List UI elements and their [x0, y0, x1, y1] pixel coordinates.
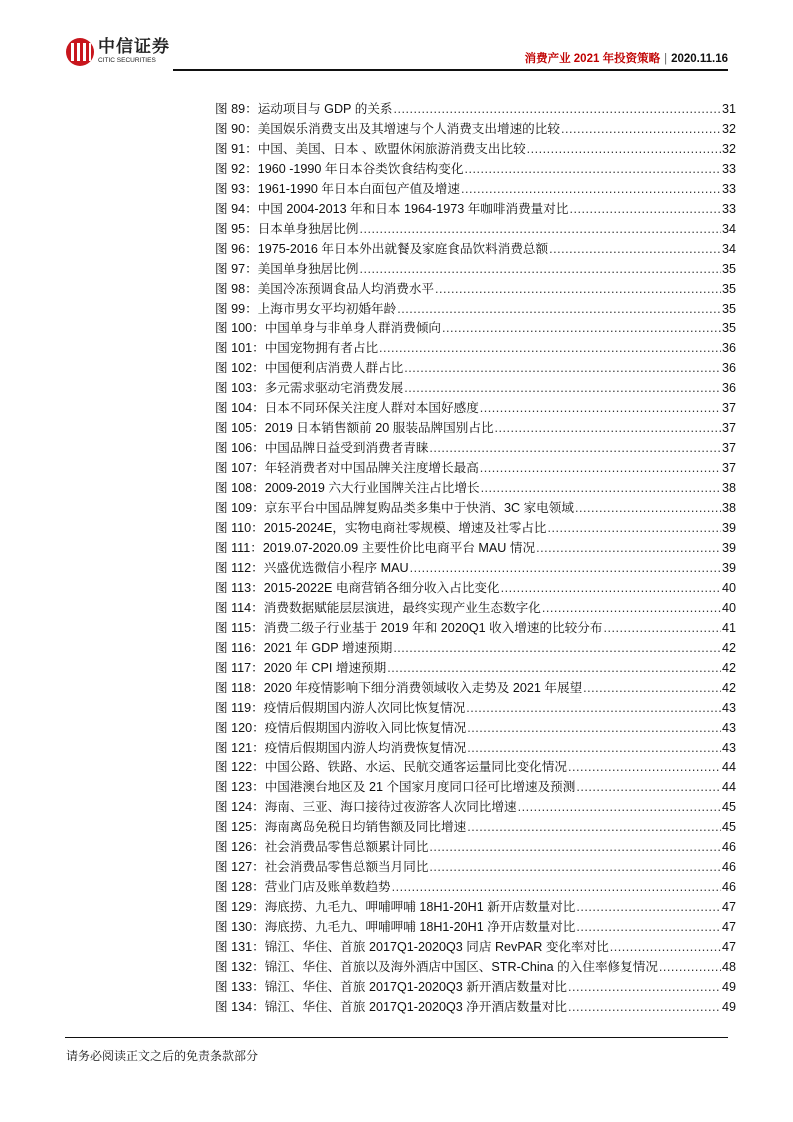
- toc-entry-label: 图 121：疫情后假期国内游人均消费恢复情况: [215, 740, 467, 755]
- toc-dot-leader: [610, 940, 721, 954]
- toc-dot-leader: [467, 741, 721, 755]
- toc-entry[interactable]: [215, 756, 736, 776]
- toc-dot-leader: [568, 980, 721, 994]
- toc-dot-leader: [547, 521, 721, 535]
- toc-entry[interactable]: [215, 98, 736, 118]
- toc-entry-label: 图 109：京东平台中国品牌复购品类多集中于快消、3C 家电领域: [215, 501, 574, 516]
- toc-dot-leader: [549, 242, 721, 256]
- toc-entry-page: 31: [721, 102, 736, 116]
- toc-entry-label: 图 114：消费数据赋能层层演进，最终实现产业生态数字化: [215, 600, 541, 615]
- toc-entry[interactable]: [215, 717, 736, 737]
- toc-entry-label: 图 130：海底捞、九毛九、呷哺呷哺 18H1-20H1 净开店数量对比: [215, 920, 576, 935]
- toc-entry[interactable]: [215, 198, 736, 218]
- toc-entry-label: 图 131：锦江、华住、首旅 2017Q1-2020Q3 同店 RevPAR 变化率对比: [215, 940, 609, 955]
- toc-entry-label: 图 95：日本单身独居比例: [215, 221, 359, 236]
- toc-entry-label: 图 110：2015-2024E，实物电商社零规模、增速及社零占比: [215, 521, 547, 536]
- toc-dot-leader: [359, 262, 721, 276]
- toc-dot-leader: [435, 282, 721, 296]
- toc-entry-page: 43: [721, 740, 736, 755]
- toc-entry-page: 34: [721, 221, 736, 236]
- toc-entry-page: 40: [721, 600, 736, 615]
- toc-entry[interactable]: [215, 158, 736, 178]
- toc-entry[interactable]: [215, 637, 736, 657]
- toc-entry[interactable]: [215, 317, 736, 337]
- company-logo: [66, 38, 170, 66]
- toc-dot-leader: [480, 461, 721, 475]
- toc-entry-label: 图 127：社会消费品零售总额当月同比: [215, 860, 429, 875]
- toc-entry[interactable]: [215, 258, 736, 278]
- toc-dot-leader: [495, 421, 721, 435]
- toc-entry-label: 图 120：疫情后假期国内游收入同比恢复情况: [215, 720, 467, 735]
- toc-entry-page: 48: [721, 959, 736, 974]
- toc-dot-leader: [527, 142, 721, 156]
- toc-dot-leader: [467, 721, 721, 735]
- report-date: 2020.11.16: [671, 53, 728, 65]
- toc-entry-label: 图 123：中国港澳台地区及 21 个国家月度同口径可比增速及预测: [215, 780, 576, 795]
- toc-entry-page: 36: [721, 341, 736, 356]
- toc-entry-page: 49: [721, 979, 736, 994]
- toc-entry-label: 图 124：海南、三亚、海口接待过夜游客人次同比增速: [215, 800, 517, 815]
- toc-dot-leader: [393, 641, 721, 655]
- toc-dot-leader: [568, 760, 721, 774]
- toc-entry-label: 图 134：锦江、华住、首旅 2017Q1-2020Q3 净开酒店数量对比: [215, 999, 568, 1014]
- toc-entry-label: 图 125：海南离岛免税日均销售额及同比增速: [215, 820, 467, 835]
- footer-divider: [65, 1037, 728, 1038]
- toc-entry[interactable]: [215, 657, 736, 677]
- toc-entry-page: 35: [721, 321, 736, 336]
- toc-entry-label: 图 94：中国 2004-2013 年和日本 1964-1973 年咖啡消费量对比: [215, 201, 569, 216]
- toc-entry[interactable]: [215, 677, 736, 697]
- toc-entry-page: 32: [721, 121, 736, 136]
- toc-entry[interactable]: [215, 298, 736, 318]
- toc-dot-leader: [568, 1000, 721, 1014]
- toc-entry-label: 图 104：日本不同环保关注度人群对本国好感度: [215, 401, 479, 416]
- toc-dot-leader: [461, 182, 721, 196]
- toc-dot-leader: [359, 222, 721, 236]
- toc-dot-leader: [576, 780, 721, 794]
- toc-entry-label: 图 132：锦江、华住、首旅以及海外酒店中国区、STR-China 的入住率修复情况: [215, 959, 658, 974]
- toc-entry-label: 图 119：疫情后假期国内游人次同比恢复情况: [215, 700, 466, 715]
- toc-entry-label: 图 115：消费二级子行业基于 2019 年和 2020Q1 收入增速的比较分布: [215, 620, 603, 635]
- toc-dot-leader: [576, 900, 721, 914]
- toc-entry[interactable]: [215, 417, 736, 437]
- toc-entry-page: 38: [721, 501, 736, 516]
- toc-entry[interactable]: [215, 178, 736, 198]
- toc-entry-page: 49: [721, 999, 736, 1014]
- title-separator: |: [664, 53, 668, 65]
- toc-entry[interactable]: [215, 896, 736, 916]
- toc-entry-label: 图 100：中国单身与非单身人群消费倾向: [215, 321, 442, 336]
- toc-entry-page: 35: [721, 261, 736, 276]
- toc-dot-leader: [501, 581, 721, 595]
- toc-entry-page: 47: [721, 920, 736, 935]
- toc-entry[interactable]: [215, 996, 736, 1016]
- toc-entry[interactable]: [215, 776, 736, 796]
- toc-entry-label: 图 103：多元需求驱动宅消费发展: [215, 381, 404, 396]
- toc-dot-leader: [561, 122, 721, 136]
- toc-entry-page: 41: [721, 620, 736, 635]
- toc-entry-page: 43: [721, 700, 736, 715]
- toc-entry[interactable]: [215, 477, 736, 497]
- toc-entry-label: 图 107：年轻消费者对中国品牌关注度增长最高: [215, 461, 479, 476]
- toc-entry-label: 图 97：美国单身独居比例: [215, 261, 359, 276]
- toc-entry[interactable]: [215, 218, 736, 238]
- toc-entry-page: 39: [721, 560, 736, 575]
- toc-entry-page: 34: [721, 241, 736, 256]
- citic-logo-icon: [66, 38, 94, 66]
- toc-entry-label: 图 111：2019.07-2020.09 主要性价比电商平台 MAU 情况: [215, 540, 536, 555]
- toc-entry[interactable]: [215, 737, 736, 757]
- toc-entry-page: 39: [721, 521, 736, 536]
- toc-dot-leader: [379, 341, 721, 355]
- toc-entry[interactable]: [215, 437, 736, 457]
- toc-entry-page: 44: [721, 760, 736, 775]
- toc-dot-leader: [410, 561, 721, 575]
- toc-entry[interactable]: [215, 836, 736, 856]
- toc-dot-leader: [429, 860, 721, 874]
- toc-entry[interactable]: [215, 238, 736, 258]
- toc-entry-page: 32: [721, 141, 736, 156]
- toc-dot-leader: [392, 880, 721, 894]
- toc-entry[interactable]: [215, 816, 736, 836]
- toc-entry-label: 图 126：社会消费品零售总额累计同比: [215, 840, 429, 855]
- toc-entry-page: 37: [721, 441, 736, 456]
- toc-entry-label: 图 99：上海市男女平均初婚年龄: [215, 301, 397, 316]
- figure-table-of-contents: [215, 98, 736, 1016]
- toc-dot-leader: [464, 162, 721, 176]
- toc-entry-label: 图 128：营业门店及账单数趋势: [215, 880, 391, 895]
- logo-english-name: CITIC SECURITIES: [98, 57, 156, 65]
- toc-entry-label: 图 108：2009-2019 六大行业国牌关注占比增长: [215, 481, 480, 496]
- toc-entry-page: 45: [721, 820, 736, 835]
- toc-entry-page: 35: [721, 281, 736, 296]
- toc-entry-page: 39: [721, 540, 736, 555]
- toc-entry[interactable]: [215, 357, 736, 377]
- toc-dot-leader: [480, 401, 721, 415]
- toc-entry-page: 33: [721, 181, 736, 196]
- toc-entry[interactable]: [215, 537, 736, 557]
- toc-entry[interactable]: [215, 278, 736, 298]
- toc-dot-leader: [583, 681, 721, 695]
- toc-dot-leader: [536, 541, 721, 555]
- toc-dot-leader: [397, 302, 721, 316]
- toc-dot-leader: [603, 621, 721, 635]
- toc-entry-label: 图 98：美国冷冻预调食品人均消费水平: [215, 281, 435, 296]
- logo-chinese-name: 中信证券: [98, 37, 170, 58]
- toc-entry-label: 图 102：中国便利店消费人群占比: [215, 361, 404, 376]
- toc-entry-page: 45: [721, 800, 736, 815]
- toc-dot-leader: [542, 601, 721, 615]
- toc-dot-leader: [466, 701, 721, 715]
- header-divider: [173, 69, 728, 71]
- report-title: [525, 50, 728, 66]
- toc-dot-leader: [659, 960, 721, 974]
- toc-dot-leader: [387, 661, 721, 675]
- toc-entry-label: 图 96：1975-2016 年日本外出就餐及家庭食品饮料消费总额: [215, 241, 549, 256]
- toc-entry-page: 37: [721, 421, 736, 436]
- toc-entry[interactable]: [215, 876, 736, 896]
- toc-entry-page: 35: [721, 301, 736, 316]
- report-title-part: 年投资策略: [602, 53, 661, 65]
- toc-entry[interactable]: [215, 916, 736, 936]
- toc-entry-label: 图 91：中国、美国、日本 、欧盟休闲旅游消费支出比较: [215, 141, 526, 156]
- toc-entry-label: 图 93：1961-1990 年日本白面包产值及增速: [215, 181, 460, 196]
- toc-entry-page: 46: [721, 860, 736, 875]
- toc-dot-leader: [429, 441, 721, 455]
- toc-entry-label: 图 101：中国宠物拥有者占比: [215, 341, 379, 356]
- toc-entry[interactable]: [215, 856, 736, 876]
- toc-entry-page: 46: [721, 880, 736, 895]
- toc-entry-page: 33: [721, 161, 736, 176]
- toc-entry-label: 图 113：2015-2022E 电商营销各细分收入占比变化: [215, 580, 500, 595]
- toc-entry-page: 36: [721, 361, 736, 376]
- toc-entry-page: 42: [721, 680, 736, 695]
- report-title-part: 消费产业: [524, 53, 571, 65]
- toc-entry-page: 38: [721, 481, 736, 496]
- toc-entry[interactable]: [215, 337, 736, 357]
- toc-entry-label: 图 129：海底捞、九毛九、呷哺呷哺 18H1-20H1 新开店数量对比: [215, 900, 576, 915]
- toc-entry-page: 44: [721, 780, 736, 795]
- toc-dot-leader: [404, 381, 721, 395]
- toc-entry[interactable]: [215, 497, 736, 517]
- toc-dot-leader: [576, 920, 721, 934]
- footer-disclaimer: 请务必阅读正文之后的免责条款部分: [66, 1049, 259, 1063]
- toc-entry-label: 图 106：中国品牌日益受到消费者青睐: [215, 441, 429, 456]
- toc-dot-leader: [442, 321, 721, 335]
- toc-entry[interactable]: [215, 697, 736, 717]
- toc-entry-page: 46: [721, 840, 736, 855]
- toc-entry-label: 图 117：2020 年 CPI 增速预期: [215, 660, 387, 675]
- toc-entry-page: 33: [721, 201, 736, 216]
- toc-entry[interactable]: [215, 397, 736, 417]
- toc-dot-leader: [569, 202, 721, 216]
- toc-entry-label: 图 122：中国公路、铁路、水运、民航交通客运量同比变化情况: [215, 760, 567, 775]
- toc-entry-label: 图 116：2021 年 GDP 增速预期: [215, 640, 393, 655]
- toc-entry-page: 42: [721, 640, 736, 655]
- toc-entry[interactable]: [215, 796, 736, 816]
- toc-entry[interactable]: [215, 457, 736, 477]
- toc-dot-leader: [394, 102, 721, 116]
- toc-entry-label: 图 105：2019 日本销售额前 20 服装品牌国别占比: [215, 421, 494, 436]
- toc-entry-page: 43: [721, 720, 736, 735]
- toc-entry-label: 图 92：1960 -1990 年日本谷类饮食结构变化: [215, 161, 464, 176]
- toc-entry[interactable]: [215, 577, 736, 597]
- toc-entry-label: 图 89：运动项目与 GDP 的关系: [215, 102, 393, 116]
- toc-entry[interactable]: [215, 557, 736, 577]
- toc-entry-page: 47: [721, 900, 736, 915]
- toc-dot-leader: [575, 501, 721, 515]
- toc-dot-leader: [518, 800, 721, 814]
- toc-entry-page: 40: [721, 580, 736, 595]
- report-title-year: 2021: [573, 53, 600, 65]
- toc-dot-leader: [467, 820, 721, 834]
- toc-entry[interactable]: [215, 956, 736, 976]
- toc-dot-leader: [404, 361, 721, 375]
- toc-entry[interactable]: [215, 118, 736, 138]
- toc-entry-page: 47: [721, 940, 736, 955]
- toc-entry[interactable]: [215, 617, 736, 637]
- toc-entry[interactable]: [215, 597, 736, 617]
- toc-entry[interactable]: [215, 138, 736, 158]
- toc-dot-leader: [481, 481, 721, 495]
- toc-entry[interactable]: [215, 377, 736, 397]
- toc-entry-label: 图 118：2020 年疫情影响下细分消费领域收入走势及 2021 年展望: [215, 680, 583, 695]
- toc-entry[interactable]: [215, 976, 736, 996]
- toc-entry-label: 图 112：兴盛优选微信小程序 MAU: [215, 560, 409, 575]
- toc-dot-leader: [429, 840, 721, 854]
- toc-entry-label: 图 133：锦江、华住、首旅 2017Q1-2020Q3 新开酒店数量对比: [215, 979, 568, 994]
- toc-entry-page: 37: [721, 461, 736, 476]
- toc-entry-page: 42: [721, 660, 736, 675]
- toc-entry-page: 36: [721, 381, 736, 396]
- toc-entry-label: 图 90：美国娱乐消费支出及其增速与个人消费支出增速的比较: [215, 121, 560, 136]
- toc-entry[interactable]: [215, 936, 736, 956]
- toc-entry[interactable]: [215, 517, 736, 537]
- toc-entry-page: 37: [721, 401, 736, 416]
